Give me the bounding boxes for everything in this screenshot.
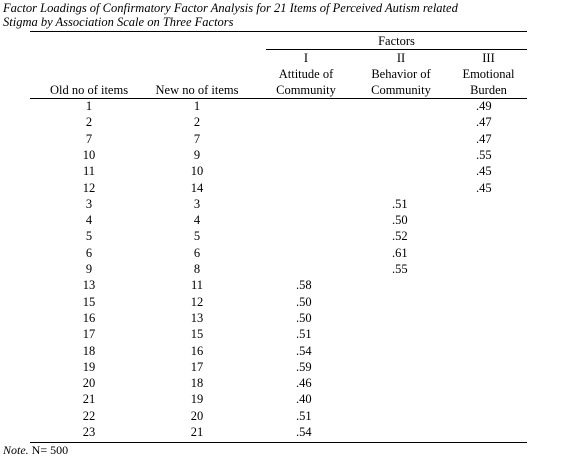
table-row [0, 344, 564, 358]
cell-factor-3: .49 [476, 99, 492, 113]
table-row [0, 148, 564, 162]
header-factor-3-number: III [482, 51, 495, 65]
header-factor-2-line1: Behavior of [371, 67, 431, 81]
header-factor-3-line2: Burden [470, 83, 507, 97]
cell-old-item: 12 [82, 180, 96, 195]
cell-new-item: 12 [190, 294, 204, 309]
cell-new-item: 18 [190, 376, 204, 391]
table-row [0, 278, 564, 292]
cell-factor-3: .47 [476, 131, 492, 146]
cell-old-item: 2 [85, 115, 93, 130]
cell-old-item: 11 [82, 164, 96, 179]
bottom-rule [30, 442, 527, 443]
cell-factor-3: .45 [476, 164, 492, 179]
cell-old-item: 15 [82, 294, 96, 309]
factors-rule [266, 49, 527, 50]
table-row [0, 409, 564, 423]
cell-old-item: 18 [82, 343, 96, 358]
cell-factor-1: .58 [296, 278, 312, 293]
header-factor-2-line2: Community [371, 83, 431, 97]
cell-factor-1: .40 [296, 392, 312, 407]
cell-new-item: 1 [193, 99, 201, 113]
cell-factor-2: .52 [392, 229, 408, 244]
cell-old-item: 3 [85, 196, 93, 211]
table-row [0, 213, 564, 227]
cell-new-item: 2 [193, 115, 201, 130]
table-row [0, 229, 564, 243]
header-factors: Factors [378, 34, 415, 48]
table-row [0, 425, 564, 439]
cell-old-item: 4 [85, 213, 93, 228]
cell-old-item: 16 [82, 310, 96, 325]
cell-new-item: 15 [190, 327, 204, 342]
cell-old-item: 21 [82, 392, 96, 407]
cell-new-item: 16 [190, 343, 204, 358]
cell-old-item: 7 [85, 131, 93, 146]
table-row [0, 262, 564, 276]
table-row [0, 181, 564, 195]
table-row [0, 327, 564, 341]
cell-old-item: 19 [82, 359, 96, 374]
cell-factor-1: .51 [296, 327, 312, 342]
table-row [0, 295, 564, 309]
cell-new-item: 8 [193, 262, 201, 276]
note-text: N= 500 [28, 443, 69, 457]
cell-new-item: 3 [193, 196, 201, 211]
cell-new-item: 11 [190, 278, 204, 293]
cell-new-item: 10 [190, 164, 204, 179]
top-rule [30, 31, 527, 32]
table-row [0, 132, 564, 146]
table-row [0, 392, 564, 406]
cell-new-item: 6 [193, 245, 201, 260]
table-row [0, 360, 564, 374]
cell-old-item: 13 [82, 278, 96, 293]
cell-factor-2: .50 [392, 213, 408, 228]
cell-new-item: 20 [190, 408, 204, 423]
cell-factor-1: .59 [296, 359, 312, 374]
cell-old-item: 1 [85, 99, 93, 113]
cell-old-item: 9 [85, 262, 93, 276]
table-row [0, 311, 564, 325]
cell-new-item: 5 [193, 229, 201, 244]
header-factor-1-line1: Attitude of [278, 67, 334, 81]
cell-factor-1: .50 [296, 294, 312, 309]
table-row [0, 376, 564, 390]
cell-new-item: 21 [190, 425, 204, 439]
cell-new-item: 4 [193, 213, 201, 228]
cell-new-item: 7 [193, 131, 201, 146]
cell-old-item: 23 [82, 425, 96, 439]
cell-old-item: 5 [85, 229, 93, 244]
table-note [3, 443, 68, 457]
cell-factor-1: .46 [296, 376, 312, 391]
cell-factor-2: .55 [392, 262, 408, 276]
header-factor-1-line2: Community [276, 83, 336, 97]
cell-new-item: 13 [190, 310, 204, 325]
cell-factor-1: .50 [296, 310, 312, 325]
cell-factor-3: .55 [476, 147, 492, 162]
header-factor-1-number: I [303, 51, 309, 65]
table-row [0, 197, 564, 211]
cell-new-item: 14 [190, 180, 204, 195]
cell-old-item: 22 [82, 408, 96, 423]
header-new-items: New no of items [155, 83, 239, 97]
cell-new-item: 9 [193, 147, 201, 162]
table-row [0, 99, 564, 113]
cell-factor-1: .51 [296, 408, 312, 423]
cell-new-item: 17 [190, 359, 204, 374]
cell-factor-2: .51 [392, 196, 408, 211]
note-label: Note. [3, 443, 29, 457]
table-row [0, 164, 564, 178]
cell-factor-2: .61 [392, 245, 408, 260]
header-factor-2-number: II [396, 51, 406, 65]
cell-old-item: 10 [82, 147, 96, 162]
table-row [0, 115, 564, 129]
cell-factor-3: .47 [476, 115, 492, 130]
header-old-items: Old no of items [49, 83, 129, 97]
cell-old-item: 20 [82, 376, 96, 391]
header-factor-3-line1: Emotional [462, 67, 515, 81]
caption-line-1: Factor Loadings of Confirmatory Factor Analysis for 21 Items of Perceived Autism related [3, 1, 458, 15]
cell-factor-1: .54 [296, 425, 312, 439]
cell-factor-1: .54 [296, 343, 312, 358]
cell-factor-3: .45 [476, 180, 492, 195]
cell-old-item: 6 [85, 245, 93, 260]
table-caption [3, 1, 559, 29]
cell-new-item: 19 [190, 392, 204, 407]
table-row [0, 246, 564, 260]
cell-old-item: 17 [82, 327, 96, 342]
caption-line-2: Stigma by Association Scale on Three Factors [3, 15, 234, 29]
